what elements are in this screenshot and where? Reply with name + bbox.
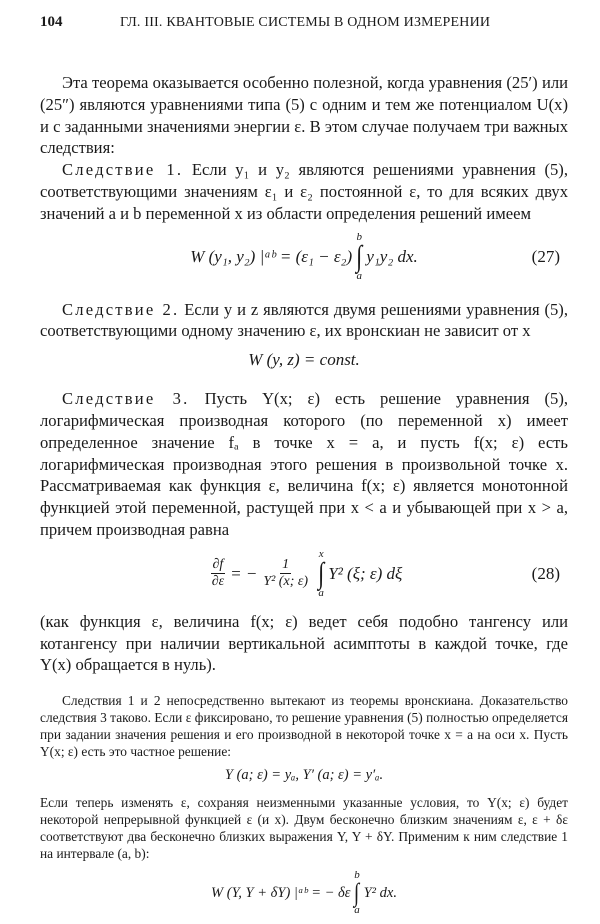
integral-lower-limit: a bbox=[318, 586, 324, 599]
paragraph-remark: (как функция ε, величина f(x; ε) ведет себя подобно тангенсу или котангенсу при наличии вертикальной асимптоты в каждой точке, где Y(x) обращается в нуль). bbox=[40, 611, 568, 675]
integral-upper-limit: x bbox=[318, 547, 324, 560]
integral-lower-limit: a bbox=[356, 269, 362, 282]
equation-28-equals: = − bbox=[230, 563, 258, 583]
equation-last bbox=[40, 862, 568, 924]
equation-28 bbox=[40, 541, 568, 607]
corollary-2-heading: Следствие 2. bbox=[62, 299, 180, 319]
page-number: 104 bbox=[40, 14, 63, 30]
paragraph-corollary-1 bbox=[40, 159, 568, 224]
small-paragraph-proof: Следствия 1 и 2 непосредственно вытекают из теоремы вронскиана. Доказательство следствия 3 таково. Если ε фиксировано, то решение уравнения (5) полностью определяется при задании значения решения и его производной в некоторой точке x = a на оси x. Пусть Y(x; ε) есть это частное решение: bbox=[40, 693, 568, 760]
equation-27 bbox=[40, 225, 568, 289]
equation-27-integrand: y₁y₂ dx. bbox=[366, 246, 418, 266]
corollary-1-heading: Следствие 1. bbox=[62, 160, 184, 180]
fraction-denominator: Y² (x; ε) bbox=[263, 574, 309, 590]
integral-lower-limit: a bbox=[354, 904, 360, 917]
integral-sign-27: b ∫ a bbox=[356, 230, 363, 282]
corollary-3-text: Пусть Y(x; ε) есть решение уравнения (5), логарифмическая производная которого (по переменной x) имеет определенное значение fₐ в точке x = a, и пусть f(x; ε) есть логарифмическая производная этого решения в произвольной точке x. Рассматриваемая как функция ε, величина f(x; ε) является монотонной функцией этой переменной, растущей при x < a и убывающей при x > a, причем производная равна bbox=[40, 389, 568, 539]
page-header bbox=[40, 14, 568, 38]
equation-number-28: (28) bbox=[531, 563, 560, 583]
fraction-numerator: ∂f bbox=[212, 557, 224, 573]
integral-sign-28: x ∫ a bbox=[318, 547, 325, 599]
equation-initial-values-text: Y (a; ε) = yₐ, Y′ (a; ε) = y′ₐ. bbox=[224, 766, 384, 783]
corollary-3-heading: Следствие 3. bbox=[62, 389, 190, 409]
equation-27-left: W (y₁, y₂) |ᵃᵇ = (ε₁ − ε₂) bbox=[190, 246, 353, 266]
fraction-numerator: 1 bbox=[282, 557, 290, 573]
fraction-df-de bbox=[210, 557, 226, 590]
running-title: ГЛ. III. КВАНТОВЫЕ СИСТЕМЫ В ОДНОМ ИЗМЕРЕНИИ bbox=[120, 15, 491, 30]
paragraph-theorem: Эта теорема оказывается особенно полезной, когда уравнения (25′) или (25″) являются уравнениями типа (5) с одним и тем же потенциалом U(x) и с заданными значениями энергии ε. В этом случае получаем три важных следствия: bbox=[40, 73, 568, 158]
fraction-1-over-y2 bbox=[261, 557, 310, 590]
equation-28-integrand: Y² (ξ; ε) dξ bbox=[328, 563, 403, 583]
paragraph-corollary-3 bbox=[40, 388, 568, 541]
integral-sign-last: b ∫ a bbox=[354, 869, 360, 917]
equation-wronskian-const bbox=[40, 342, 568, 378]
equation-number-27: (27) bbox=[531, 246, 560, 266]
equation-last-left: W (Y, Y + δY) |ᵃᵇ = − δε bbox=[211, 884, 351, 901]
small-paragraph-variation: Если теперь изменять ε, сохраняя неизменными указанные условия, то Y(x; ε) будет некоторой непрерывной функцией ε (и x). Двум бесконечно близким значениям ε, ε + δε соответствуют два бесконечно близких выражения Y, Y + δY. Применим к ним следствие 1 на интервале (a, b): bbox=[40, 795, 568, 862]
equation-last-integrand: Y² dx. bbox=[363, 884, 397, 901]
equation-initial-values bbox=[40, 760, 568, 790]
paragraph-corollary-2 bbox=[40, 299, 568, 343]
equation-wronskian-const-text: W (y, z) = const. bbox=[248, 350, 360, 370]
integral-upper-limit: b bbox=[356, 230, 362, 243]
integral-upper-limit: b bbox=[354, 869, 360, 882]
corollary-1-text: Если y₁ и y₂ являются решениями уравнения (5), соответствующими значениям ε₁ и ε₂ постоянной ε, то для всяких двух значений a и b переменной x из области определения решений имеем bbox=[40, 160, 568, 223]
fraction-denominator: ∂ε bbox=[211, 574, 225, 590]
corollary-2-text: Если y и z являются двумя решениями уравнения (5), соответствующими одному значению ε, их вронскиан не зависит от x bbox=[40, 299, 568, 341]
